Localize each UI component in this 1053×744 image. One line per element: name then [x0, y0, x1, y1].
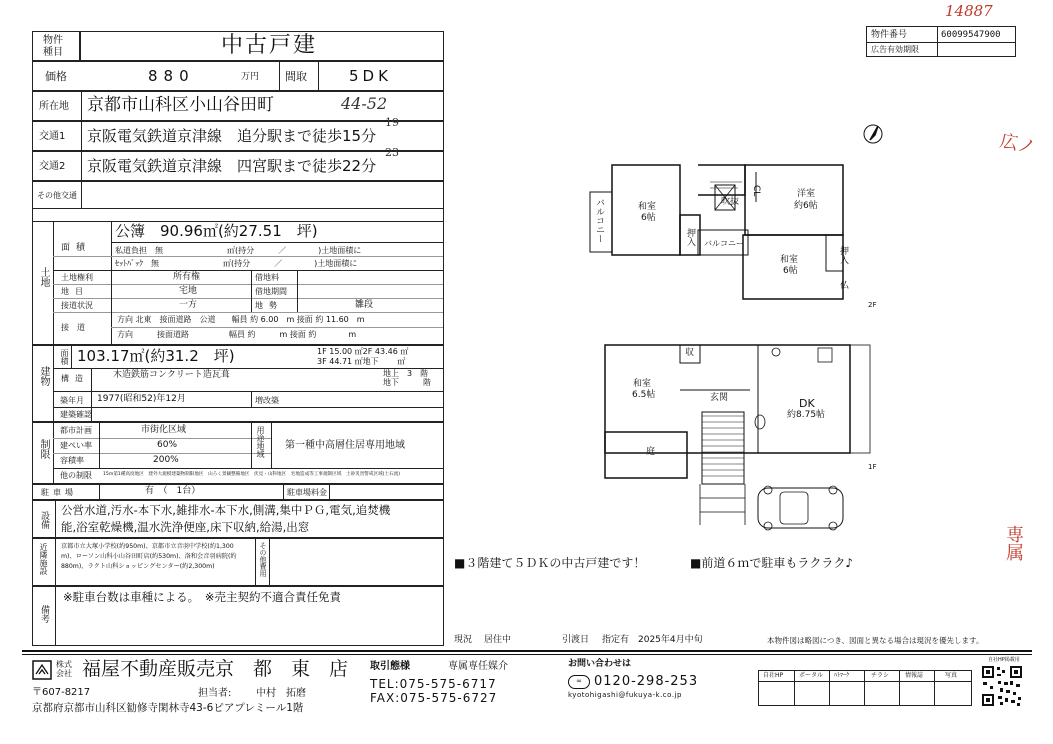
terrain-label: 地勢	[255, 301, 283, 310]
land-area-label: 面積	[61, 243, 92, 253]
type-label-cell	[32, 31, 80, 61]
company-name: 福屋不動産販売京 都 東 店	[82, 658, 349, 680]
footer-divider	[22, 650, 1032, 652]
notes-label: 備考	[39, 605, 49, 623]
qr-caption: 自社HP掲載用	[988, 657, 1020, 663]
email: kyotohigashi@fukuya-k.co.jp	[568, 691, 682, 699]
plan-buddha: 仏	[840, 281, 850, 291]
type-label-2: 種目	[43, 47, 63, 58]
handwritten-corner-number: 14887	[945, 2, 993, 20]
layout-value: 5DK	[349, 67, 392, 85]
facilities-label: 設備	[39, 511, 49, 529]
plan-room-2f-south: 和室	[780, 255, 799, 265]
location-row	[32, 91, 444, 121]
ad-expiry-label: 広告有効期限	[871, 45, 919, 54]
plan-dk: DK	[799, 397, 815, 410]
plan-room-1f-west: 和室	[633, 379, 652, 389]
grid-header-6: 写真	[945, 672, 958, 679]
staff-name: 中村 拓磨	[256, 688, 306, 699]
id-value: 60099547900	[941, 30, 1001, 40]
extension-label: 増改築	[255, 396, 279, 405]
other-restriction-note: 15m第1種高度地区 建外大規模建築物制限地区 山ろく景観整備地区 伏見・山科地区 宅地造成等工事規制区域 土砂災害警戒区域(土石流)	[103, 472, 401, 477]
handwritten-side-mark-2: 専属	[1003, 525, 1024, 561]
parking-value: 有 （ 1台）	[145, 486, 201, 496]
coverage-value: 60%	[157, 440, 178, 450]
delivery-label: 引渡日	[562, 635, 590, 645]
basement: 地下 階	[383, 378, 431, 387]
status-label: 現況	[454, 635, 473, 645]
road-label: 接道	[61, 323, 93, 332]
transport-other-label: その他交通	[37, 191, 77, 200]
road-2: 方向 接面道路 幅員 約 m 接面 約 m	[117, 330, 357, 339]
handwritten-side-mark: 広ノ	[997, 130, 1038, 159]
lease-term-label: 借地期間	[255, 287, 287, 296]
id-box	[866, 26, 1016, 57]
use-zone-value: 第一種中高層住居専用地域	[285, 440, 405, 451]
nearby-line-2: m)、ローソン山科小山谷田町店(約530m)、洛和会音羽病院(約	[61, 553, 237, 560]
plan-room-2f-east: 洋室	[797, 189, 816, 199]
price-label: 価格	[45, 70, 67, 83]
road-access-label: 接道状況	[61, 301, 93, 310]
floor-area-2: 3F 44.71 ㎡地下 ㎡	[317, 357, 406, 366]
transport-2-value: 京阪電気鉄道京津線 四宮駅まで徒歩22分	[87, 157, 377, 175]
nearby-label: 近隣施設	[39, 543, 48, 575]
company-address: 京都府京都市山科区勧修寺閑林寺43-6ピアプレミール1階	[32, 702, 304, 714]
plan-closet-2f: 押入	[685, 228, 695, 246]
layout-label: 間取	[285, 70, 307, 83]
grid-header-1: 自社HP	[763, 672, 784, 679]
fax: FAX:075-575-6727	[370, 691, 498, 705]
staff-label: 担当者:	[198, 688, 232, 699]
transport-2-label: 交通2	[39, 161, 66, 172]
company-prefix: 株式会社	[56, 660, 72, 678]
structure-value: 木造鉄筋コンクリート造瓦葺	[113, 370, 230, 380]
use-zone-label: 用途地域	[256, 426, 265, 458]
facilities-line-1: 公営水道,汚水-本下水,雑排水-本下水,側溝,集中ＰＧ,電気,追焚機	[61, 503, 391, 517]
restrictions-section	[32, 422, 444, 484]
floor-area-1: 1F 15.00 ㎡2F 43.46 ㎡	[317, 347, 409, 356]
highlight-1: ■３階建て５ＤＫの中古戸建です！	[454, 556, 646, 570]
building-section-label: 建物	[38, 366, 49, 386]
parking-row	[32, 484, 444, 500]
plan-room-2f-east-size: 約6帖	[794, 201, 818, 211]
nearby-line-3: 880m)、ラクト山科ショッピングセンター(約2,300m)	[61, 563, 215, 570]
contact-label: お問い合わせは	[568, 659, 632, 669]
company-logo-icon	[32, 660, 52, 680]
nearby-row	[32, 538, 444, 586]
facilities-line-2: 能,浴室乾燥機,温水洗浄便座,床下収納,給湯,出窓	[61, 520, 310, 534]
plan-stairwell: 吹抜	[721, 197, 740, 207]
plan-entrance: 玄関	[710, 393, 729, 403]
location-value: 京都市山科区小山谷田町	[87, 95, 274, 115]
terrain-value: 雛段	[355, 300, 374, 310]
plan-garden: 庭	[646, 447, 656, 457]
plan-cl: CL	[751, 185, 761, 197]
handwritten-walk-fix-2: 23	[385, 146, 399, 159]
plan-room-1f-west-size: 6.5帖	[632, 390, 656, 400]
setback: ｾｯﾄﾊﾞｯｸ 無 ㎡(持分 ／ )土地面積に	[115, 259, 358, 268]
restrictions-section-label: 制限	[38, 439, 49, 459]
land-section-label: 土地	[38, 267, 49, 287]
plan-storage: 収	[685, 348, 695, 358]
disclaimer: 本物件図は略図につき、図面と異なる場合は現況を優先します。	[767, 636, 984, 645]
transport-row-2	[32, 146, 444, 181]
handwritten-lot-number: 44-52	[341, 94, 388, 113]
transport-1-value: 京阪電気鉄道京津線 追分駅まで徒歩15分	[87, 127, 377, 145]
far-label: 容積率	[60, 456, 84, 465]
status-value: 居住中	[484, 635, 512, 645]
free-dial: 0120-298-253	[594, 674, 699, 689]
price-row	[32, 61, 444, 91]
other-restriction-label: 他の制限	[60, 471, 92, 480]
id-label: 物件番号	[871, 30, 908, 40]
location-label: 所在地	[39, 101, 69, 112]
qr-code-icon[interactable]	[980, 664, 1024, 708]
price-value: 880	[148, 67, 195, 85]
building-confirm-label: 建築確認	[60, 410, 92, 419]
plan-floor-2f: 2F	[868, 301, 877, 309]
land-area-main: 公簿 90.96㎡(約27.51 坪)	[115, 222, 318, 240]
other-cost-label: その他費用	[259, 542, 267, 577]
free-dial-icon: ∞	[568, 675, 590, 689]
deal-value: 専属専任媒介	[448, 661, 508, 672]
plan-room-2f-west: 和室	[638, 202, 657, 212]
footer-divider-2	[22, 654, 1032, 655]
plan-dk-size: 約8.75帖	[787, 410, 826, 420]
handwritten-walk-fix-1: 19	[385, 116, 399, 129]
grid-header-5: 情報誌	[905, 672, 924, 679]
publication-grid	[758, 670, 972, 706]
nearby-line-1: 京都市立大塚小学校(約950m)、京都市立音羽中学校(約1,300	[61, 543, 234, 550]
transport-row-3	[32, 181, 444, 209]
land-rights-label: 土地権利	[61, 273, 93, 282]
building-area-main: 103.17㎡(約31.2 坪)	[77, 347, 235, 365]
transport-1-label: 交通1	[39, 131, 66, 142]
private-road: 私道負担 無 ㎡(持分 ／ )土地面積に	[115, 246, 362, 255]
land-section	[32, 221, 444, 345]
parking-label: 駐車場	[41, 488, 77, 497]
floor-plan-svg	[580, 120, 890, 535]
notes-row	[32, 586, 444, 646]
property-type-cell	[80, 31, 444, 61]
plan-room-2f-south-size: 6帖	[783, 266, 798, 276]
property-type: 中古戸建	[221, 33, 318, 58]
city-plan-label: 都市計画	[60, 426, 92, 435]
road-access-value: 一方	[179, 300, 198, 310]
stories: 地上 3 階	[383, 369, 429, 378]
built-value: 1977(昭和52)年12月	[97, 394, 186, 404]
delivery-value: 指定有 2025年4月中旬	[602, 635, 703, 645]
building-area-label: 面積	[60, 349, 69, 365]
city-plan-value: 市街化区域	[141, 425, 187, 435]
far-value: 200%	[153, 455, 179, 465]
land-category-label: 地目	[61, 287, 89, 296]
company-postal: 〒607-8217	[32, 687, 91, 698]
grid-header-2: ポータル	[799, 672, 824, 679]
parking-fee-label: 駐車場料金	[287, 488, 327, 497]
notes-line-1: ※駐車台数は車種による。 ※売主契約不適合責任免責	[63, 590, 342, 604]
plan-balcony-2f-center: バルコニー	[704, 239, 744, 248]
facilities-row	[32, 500, 444, 538]
plan-balcony-2f-left: バルコニー	[594, 198, 604, 243]
price-unit: 万円	[241, 72, 260, 82]
floor-plan	[580, 120, 890, 535]
plan-floor-1f: 1F	[868, 463, 877, 471]
road-1: 方向 北東 接面道路 公道 幅員 約 6.00 m 接面 約 11.60 m	[117, 315, 365, 324]
built-label: 築年月	[60, 396, 84, 405]
grid-header-4: チラシ	[871, 672, 890, 679]
grid-header-3: ﾊﾄﾏｰｸ	[834, 672, 850, 679]
plan-room-2f-west-size: 6帖	[641, 213, 656, 223]
deal-label: 取引態様	[370, 661, 410, 672]
lease-fee-label: 借地料	[255, 273, 279, 282]
plan-closet-2f-east: 押入	[838, 246, 848, 264]
transport-row-1	[32, 116, 444, 151]
land-category-value: 宅地	[179, 286, 198, 296]
tel: TEL:075-575-6717	[370, 677, 497, 691]
land-rights-value: 所有権	[173, 272, 201, 282]
coverage-label: 建ぺい率	[60, 441, 92, 450]
structure-label: 構造	[61, 374, 89, 383]
highlight-2: ■前道６ｍで駐車もラクラク♪	[690, 556, 853, 570]
type-label-1: 物件	[43, 35, 63, 46]
building-section	[32, 345, 444, 422]
